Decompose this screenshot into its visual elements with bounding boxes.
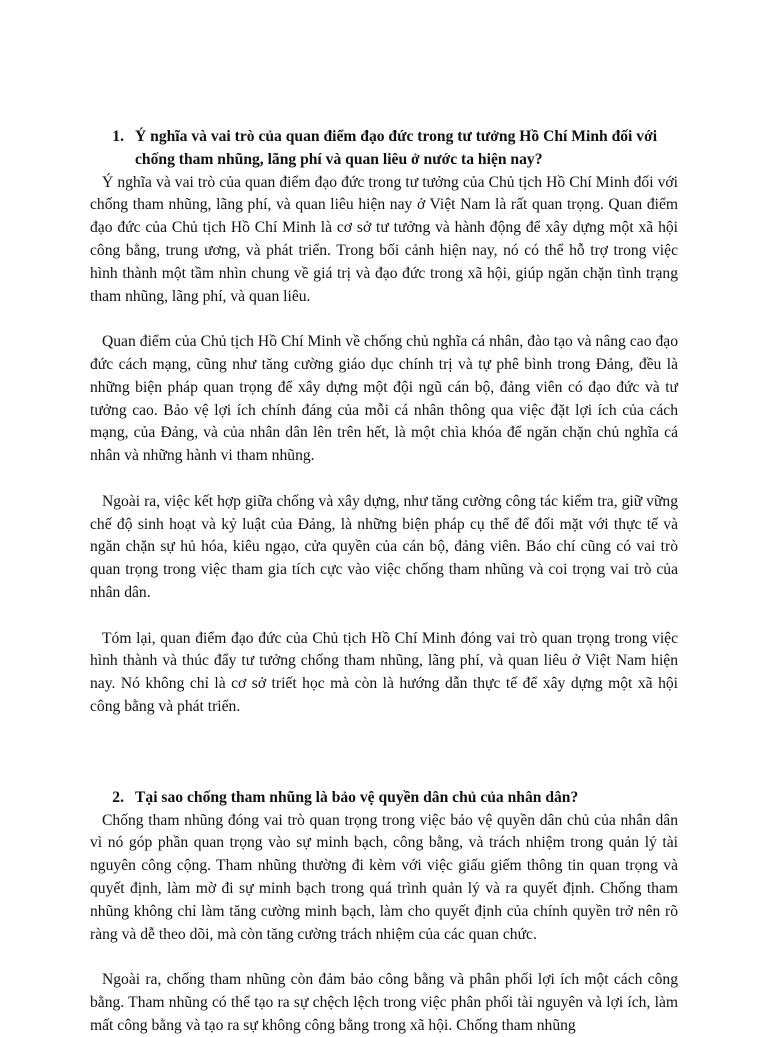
section-1-paragraph-3: Ngoài ra, việc kết hợp giữa chống và xây dựng, như tăng cường công tác kiểm tra, giữ vững chế độ sinh hoạt và kỷ luật của Đảng, là những biện pháp cụ thể để đối mặt với thực tế và ngăn chặn sự hủ hóa, kiêu ngạo, cửa quyền của cán bộ, đảng viên. Báo chí cũng có vai trò quan trọng trong việc tham gia tích cực vào việc chống tham nhũng và coi trọng vai trò của nhân dân. bbox=[90, 492, 678, 601]
section-2-number: 2. bbox=[112, 788, 124, 806]
section-1-paragraph-1: Ý nghĩa và vai trò của quan điểm đạo đức trong tư tưởng của Chủ tịch Hồ Chí Minh đối với chống tham nhũng, lãng phí, và quan liêu hiện nay ở Việt Nam là rất quan trọng. Quan điểm đạo đức của Chủ tịch Hồ Chí Minh là cơ sở tư tưởng và hành động để xây dựng một xã hội công bằng, trung ương, và phát triển. Trong bối cảnh hiện nay, nó có thể hỗ trợ trong việc hình thành một tầm nhìn chung về giá trị và đạo đức trong xã hội, giúp ngăn chặn tình trạng tham nhũng, lãng phí, và quan liêu. bbox=[90, 173, 678, 305]
section-1-number: 1. bbox=[112, 128, 124, 145]
paragraph-spacer bbox=[90, 468, 678, 491]
section-1-title: Ý nghĩa và vai trò của quan điểm đạo đức trong tư tưởng Hồ Chí Minh đối với chống tham nhũng, lãng phí và quan liêu ở nước ta hiện nay? bbox=[135, 128, 658, 168]
paragraph-spacer bbox=[90, 605, 678, 628]
paragraph-spacer bbox=[90, 308, 678, 331]
section-2-paragraph-2: Ngoài ra, chống tham nhũng còn đảm bảo công bằng và phân phối lợi ích một cách công bằng. Tham nhũng có thể tạo ra sự chệch lệch trong việc phân phối tài nguyên và lợi ích, làm mất công bằng và tạo ra sự không công bằng trong xã hội. Chống tham nhũng bbox=[90, 971, 678, 1034]
section-1-paragraph-4: Tóm lại, quan điểm đạo đức của Chủ tịch Hồ Chí Minh đóng vai trò quan trọng trong việc hình thành và thúc đẩy tư tưởng chống tham nhũng, lãng phí, và quan liêu ở Việt Nam hiện nay. Nó không chỉ là cơ sở triết học mà còn là hướng dẫn thực tế để xây dựng một xã hội công bằng và phát triển. bbox=[90, 629, 678, 715]
section-1-paragraph-2: Quan điểm của Chủ tịch Hồ Chí Minh về chống chủ nghĩa cá nhân, đào tạo và nâng cao đạo đức cách mạng, cũng như tăng cường giáo dục chính trị và tự phê bình trong Đảng, đều là những biện pháp quan trọng để xây dựng một đội ngũ cán bộ, đảng viên có đạo đức và tư tưởng cao. Bảo vệ lợi ích chính đáng của mỗi cá nhân thông qua việc đặt lợi ích của cách mạng, của Đảng, và của nhân dân lên trên hết, là một chìa khóa để ngăn chặn chủ nghĩa cá nhân và những hành vi tham nhũng. bbox=[90, 333, 678, 465]
section-2-title: Tại sao chống tham nhũng là bảo vệ quyền dân chủ của nhân dân? bbox=[135, 788, 579, 806]
section-spacer bbox=[90, 719, 678, 787]
section-1-heading bbox=[90, 126, 678, 172]
document-page bbox=[90, 126, 678, 1037]
section-2-heading bbox=[90, 787, 678, 810]
paragraph-spacer bbox=[90, 946, 678, 969]
section-2-paragraph-1: Chống tham nhũng đóng vai trò quan trọng trong việc bảo vệ quyền dân chủ của nhân dân vì nó góp phần quan trọng vào sự minh bạch, công bằng, và trách nhiệm trong quản lý tài nguyên công cộng. Tham nhũng thường đi kèm với việc giấu giếm thông tin quan trọng và quyết định, làm mờ đi sự minh bạch trong quá trình quản lý và ra quyết định. Chống tham nhũng không chỉ làm tăng cường minh bạch, làm cho quyết định của chính quyền trở nên rõ ràng và dễ theo dõi, mà còn tăng cường trách nhiệm của các quan chức. bbox=[90, 811, 678, 943]
